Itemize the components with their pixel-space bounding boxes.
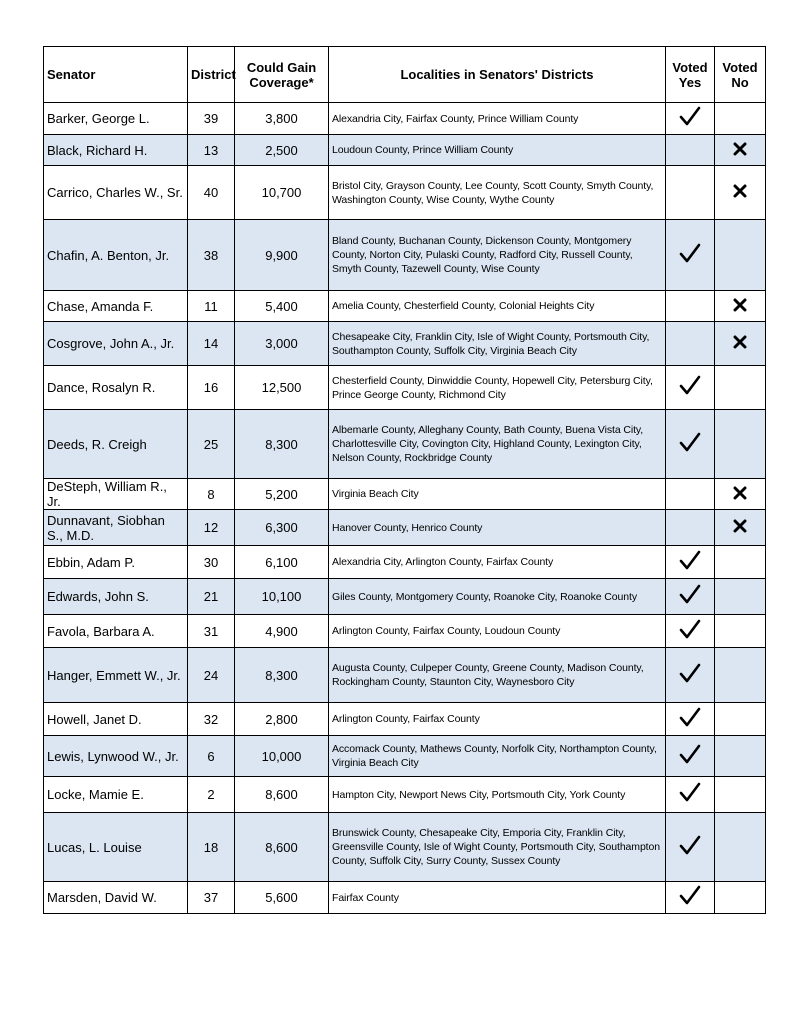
table-row (44, 615, 766, 648)
header-localities (329, 47, 666, 103)
voted-no-cell (715, 366, 766, 410)
coverage-cell: 8,300 (235, 410, 329, 479)
localities-cell: Alexandria City, Arlington County, Fairfax County (329, 546, 666, 579)
table-row (44, 135, 766, 166)
senator-cell: Edwards, John S. (44, 579, 188, 615)
header-no-line2: No (731, 74, 749, 90)
cross-icon (733, 335, 747, 349)
senator-cell: Chase, Amanda F. (44, 291, 188, 322)
district-cell: 21 (188, 579, 235, 615)
voted-yes-cell (666, 510, 715, 546)
table-row (44, 648, 766, 703)
localities-cell: Bland County, Buchanan County, Dickenson County, Montgomery County, Norton City, Pulaski County, Radford City, Russell County, Smyth County, Tazewell County, Wise County (329, 220, 666, 291)
coverage-cell: 10,700 (235, 166, 329, 220)
district-cell: 12 (188, 510, 235, 546)
senator-cell: Marsden, David W. (44, 882, 188, 914)
localities-cell: Hanover County, Henrico County (329, 510, 666, 546)
senator-cell: Hanger, Emmett W., Jr. (44, 648, 188, 703)
voted-no-cell (715, 882, 766, 914)
checkmark-icon (679, 707, 701, 727)
table-row (44, 882, 766, 914)
voted-no-cell (715, 479, 766, 510)
coverage-cell: 5,600 (235, 882, 329, 914)
district-cell: 24 (188, 648, 235, 703)
table-row (44, 813, 766, 882)
header-coverage-line2: Coverage* (249, 74, 314, 90)
voted-no-cell (715, 813, 766, 882)
localities-cell: Alexandria City, Fairfax County, Prince William County (329, 103, 666, 135)
localities-cell: Chesterfield County, Dinwiddie County, Hopewell City, Petersburg City, Prince George County, Richmond City (329, 366, 666, 410)
senator-cell: Black, Richard H. (44, 135, 188, 166)
localities-cell: Arlington County, Fairfax County, Loudoun County (329, 615, 666, 648)
checkmark-icon (679, 375, 701, 395)
coverage-cell: 3,800 (235, 103, 329, 135)
senator-cell: Carrico, Charles W., Sr. (44, 166, 188, 220)
voted-no-cell (715, 579, 766, 615)
table-row (44, 546, 766, 579)
coverage-cell: 3,000 (235, 322, 329, 366)
voted-no-cell (715, 510, 766, 546)
header-row (44, 47, 766, 103)
cross-icon (733, 142, 747, 156)
header-voted-yes (666, 47, 715, 103)
coverage-cell: 8,600 (235, 777, 329, 813)
senator-cell: Chafin, A. Benton, Jr. (44, 220, 188, 291)
coverage-cell: 9,900 (235, 220, 329, 291)
coverage-cell: 4,900 (235, 615, 329, 648)
district-cell: 25 (188, 410, 235, 479)
checkmark-icon (679, 619, 701, 639)
table-row (44, 579, 766, 615)
senator-cell: Barker, George L. (44, 103, 188, 135)
localities-cell: Giles County, Montgomery County, Roanoke City, Roanoke County (329, 579, 666, 615)
senators-vote-table (43, 46, 766, 914)
district-cell: 13 (188, 135, 235, 166)
cross-icon (733, 298, 747, 312)
cross-icon (733, 486, 747, 500)
voted-no-cell (715, 546, 766, 579)
localities-cell: Virginia Beach City (329, 479, 666, 510)
localities-cell: Amelia County, Chesterfield County, Colonial Heights City (329, 291, 666, 322)
district-cell: 8 (188, 479, 235, 510)
coverage-cell: 2,500 (235, 135, 329, 166)
localities-cell: Brunswick County, Chesapeake City, Emporia City, Franklin City, Greensville County, Isle of Wight County, Portsmouth City, Southampton County, Suffolk City, Surry County, Sussex County (329, 813, 666, 882)
table-row (44, 103, 766, 135)
table-row (44, 703, 766, 736)
header-senator (44, 47, 188, 103)
checkmark-icon (679, 243, 701, 263)
voted-yes-cell (666, 882, 715, 914)
coverage-cell: 10,100 (235, 579, 329, 615)
coverage-cell: 5,200 (235, 479, 329, 510)
cross-icon (733, 519, 747, 533)
header-yes-line2: Yes (678, 74, 702, 90)
checkmark-icon (679, 432, 701, 452)
localities-cell: Albemarle County, Alleghany County, Bath County, Buena Vista City, Charlottesville City, Covington City, Highland County, Lexington City, Nelson County, Rockbridge County (329, 410, 666, 479)
table-row (44, 510, 766, 546)
checkmark-icon (679, 744, 701, 764)
header-coverage-line1: Could Gain (246, 59, 317, 75)
table-row (44, 479, 766, 510)
district-cell: 18 (188, 813, 235, 882)
table-row (44, 291, 766, 322)
localities-cell: Augusta County, Culpeper County, Greene County, Madison County, Rockingham County, Staunton City, Waynesboro City (329, 648, 666, 703)
coverage-cell: 8,600 (235, 813, 329, 882)
coverage-cell: 8,300 (235, 648, 329, 703)
district-cell: 38 (188, 220, 235, 291)
district-cell: 14 (188, 322, 235, 366)
localities-cell: Fairfax County (329, 882, 666, 914)
senator-cell: Lewis, Lynwood W., Jr. (44, 736, 188, 777)
localities-cell: Chesapeake City, Franklin City, Isle of Wight County, Portsmouth City, Southampton County, Suffolk City, Virginia Beach City (329, 322, 666, 366)
voted-no-cell (715, 736, 766, 777)
voted-no-cell (715, 322, 766, 366)
checkmark-icon (679, 885, 701, 905)
voted-no-cell (715, 648, 766, 703)
header-yes-line1: Voted (672, 59, 708, 75)
table-row (44, 736, 766, 777)
voted-no-cell (715, 291, 766, 322)
coverage-cell: 10,000 (235, 736, 329, 777)
checkmark-icon (679, 782, 701, 802)
district-cell: 37 (188, 882, 235, 914)
senator-cell: Lucas, L. Louise (44, 813, 188, 882)
voted-no-cell (715, 103, 766, 135)
district-cell: 40 (188, 166, 235, 220)
senator-cell: Locke, Mamie E. (44, 777, 188, 813)
coverage-cell: 12,500 (235, 366, 329, 410)
checkmark-icon (679, 663, 701, 683)
voted-yes-cell (666, 322, 715, 366)
coverage-cell: 6,100 (235, 546, 329, 579)
table-row (44, 410, 766, 479)
senator-cell: Deeds, R. Creigh (44, 410, 188, 479)
senator-cell: Favola, Barbara A. (44, 615, 188, 648)
district-cell: 16 (188, 366, 235, 410)
table-body (44, 103, 766, 914)
voted-yes-cell (666, 410, 715, 479)
voted-yes-cell (666, 479, 715, 510)
voted-no-cell (715, 615, 766, 648)
table-row (44, 366, 766, 410)
header-senator-label: Senator (47, 67, 96, 82)
senator-cell: Dunnavant, Siobhan S., M.D. (44, 510, 188, 546)
localities-cell: Arlington County, Fairfax County (329, 703, 666, 736)
localities-cell: Hampton City, Newport News City, Portsmouth City, York County (329, 777, 666, 813)
header-no-line1: Voted (722, 59, 758, 75)
voted-yes-cell (666, 703, 715, 736)
voted-yes-cell (666, 546, 715, 579)
header-district-label: District (191, 67, 236, 82)
district-cell: 30 (188, 546, 235, 579)
coverage-cell: 6,300 (235, 510, 329, 546)
coverage-cell: 2,800 (235, 703, 329, 736)
voted-yes-cell (666, 166, 715, 220)
localities-cell: Loudoun County, Prince William County (329, 135, 666, 166)
voted-yes-cell (666, 736, 715, 777)
header-voted-no (715, 47, 766, 103)
table-row (44, 166, 766, 220)
header-coverage (235, 47, 329, 103)
voted-no-cell (715, 410, 766, 479)
checkmark-icon (679, 106, 701, 126)
senator-cell: Cosgrove, John A., Jr. (44, 322, 188, 366)
district-cell: 32 (188, 703, 235, 736)
checkmark-icon (679, 584, 701, 604)
district-cell: 31 (188, 615, 235, 648)
checkmark-icon (679, 835, 701, 855)
voted-no-cell (715, 166, 766, 220)
voted-no-cell (715, 220, 766, 291)
voted-yes-cell (666, 366, 715, 410)
header-localities-label: Localities in Senators' Districts (400, 67, 594, 82)
district-cell: 39 (188, 103, 235, 135)
district-cell: 6 (188, 736, 235, 777)
voted-no-cell (715, 135, 766, 166)
voted-yes-cell (666, 579, 715, 615)
table-row (44, 220, 766, 291)
voted-yes-cell (666, 648, 715, 703)
voted-yes-cell (666, 813, 715, 882)
voted-yes-cell (666, 615, 715, 648)
senator-cell: DeSteph, William R., Jr. (44, 479, 188, 510)
checkmark-icon (679, 550, 701, 570)
voted-yes-cell (666, 777, 715, 813)
header-district (188, 47, 235, 103)
voted-yes-cell (666, 135, 715, 166)
senator-cell: Dance, Rosalyn R. (44, 366, 188, 410)
voted-yes-cell (666, 291, 715, 322)
senator-cell: Howell, Janet D. (44, 703, 188, 736)
voted-yes-cell (666, 103, 715, 135)
table-row (44, 322, 766, 366)
table-row (44, 777, 766, 813)
district-cell: 2 (188, 777, 235, 813)
cross-icon (733, 184, 747, 198)
district-cell: 11 (188, 291, 235, 322)
voted-yes-cell (666, 220, 715, 291)
coverage-cell: 5,400 (235, 291, 329, 322)
localities-cell: Bristol City, Grayson County, Lee County, Scott County, Smyth County, Washington County, Wise County, Wythe County (329, 166, 666, 220)
voted-no-cell (715, 777, 766, 813)
voted-no-cell (715, 703, 766, 736)
localities-cell: Accomack County, Mathews County, Norfolk City, Northampton County, Virginia Beach City (329, 736, 666, 777)
senator-cell: Ebbin, Adam P. (44, 546, 188, 579)
